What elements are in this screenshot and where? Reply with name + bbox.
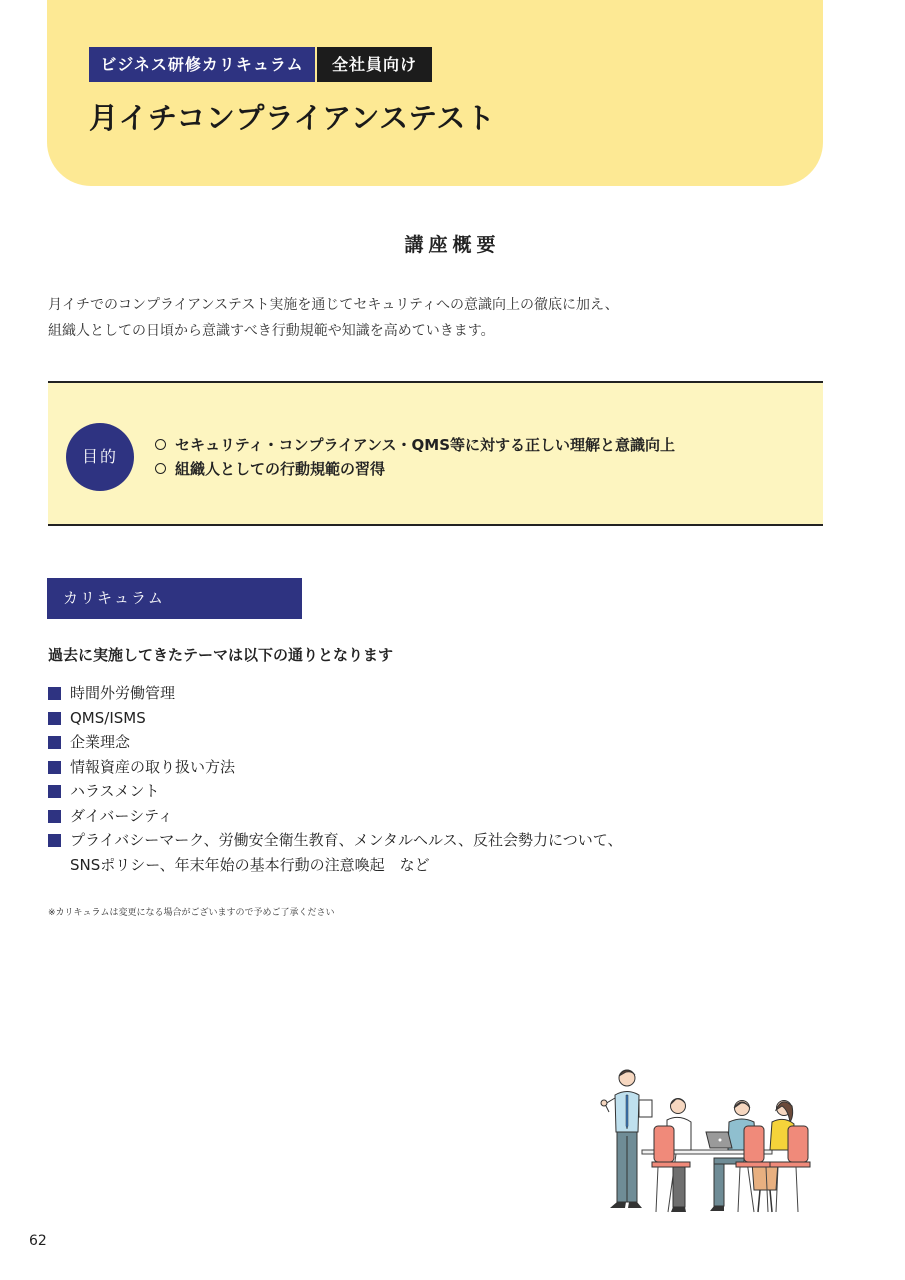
list-item-text: 企業理念 (70, 733, 131, 751)
list-item (48, 828, 622, 877)
square-bullet-icon (48, 810, 61, 823)
overview-text (48, 292, 808, 344)
square-bullet-icon (48, 736, 61, 749)
audience-tag: 全社員向け (317, 47, 432, 82)
purpose-badge: 目的 (66, 423, 134, 491)
category-tag: ビジネス研修カリキュラム (89, 47, 315, 82)
purpose-item-text: 組織人としての行動規範の習得 (175, 459, 386, 478)
list-item-text: 時間外労働管理 (70, 684, 176, 702)
purpose-box (48, 381, 823, 526)
page-title: 月イチコンプライアンステスト (89, 101, 496, 135)
list-item (48, 804, 622, 829)
page-number: 62 (29, 1233, 47, 1249)
purpose-item (155, 432, 675, 456)
list-item-text: プライバシーマーク、労働安全衛生教育、メンタルヘルス、反社会勢力について、 SNSポリシー、年末年始の基本行動の注意喚起 など (70, 831, 623, 874)
list-item (48, 755, 622, 780)
purpose-item (155, 456, 675, 480)
header-banner (47, 0, 823, 186)
square-bullet-icon (48, 834, 61, 847)
square-bullet-icon (48, 712, 61, 725)
curriculum-intro: 過去に実施してきたテーマは以下の通りとなります (48, 646, 394, 664)
purpose-item-text: セキュリティ・コンプライアンス・QMS等に対する正しい理解と意識向上 (175, 435, 676, 454)
circle-bullet-icon (155, 439, 166, 450)
standing-presenter-illustration (601, 1070, 652, 1208)
purpose-list (155, 432, 675, 480)
overview-line: 組織人としての日頃から意識すべき行動規範や知識を高めていきます。 (48, 323, 495, 339)
overview-line: 月イチでのコンプライアンステスト実施を通じてセキュリティへの意識向上の徹底に加え、 (48, 297, 619, 313)
list-item (48, 779, 622, 804)
list-item (48, 706, 622, 731)
seated-man-illustration (652, 1099, 691, 1213)
list-item-text: ダイバーシティ (70, 806, 173, 825)
curriculum-label: カリキュラム (47, 578, 302, 619)
list-item (48, 681, 622, 706)
list-item-text: 情報資産の取り扱い方法 (70, 757, 236, 776)
curriculum-note: ※カリキュラムは変更になる場合がございますので予めご了承ください (48, 908, 335, 918)
square-bullet-icon (48, 687, 61, 700)
overview-heading: 講座概要 (404, 234, 501, 256)
square-bullet-icon (48, 785, 61, 798)
list-item (48, 730, 622, 755)
meeting-illustration (596, 1066, 816, 1221)
list-item-text: QMS/ISMS (70, 708, 146, 727)
square-bullet-icon (48, 761, 61, 774)
curriculum-list (48, 681, 622, 877)
list-item-text: ハラスメント (70, 782, 160, 800)
circle-bullet-icon (155, 463, 166, 474)
